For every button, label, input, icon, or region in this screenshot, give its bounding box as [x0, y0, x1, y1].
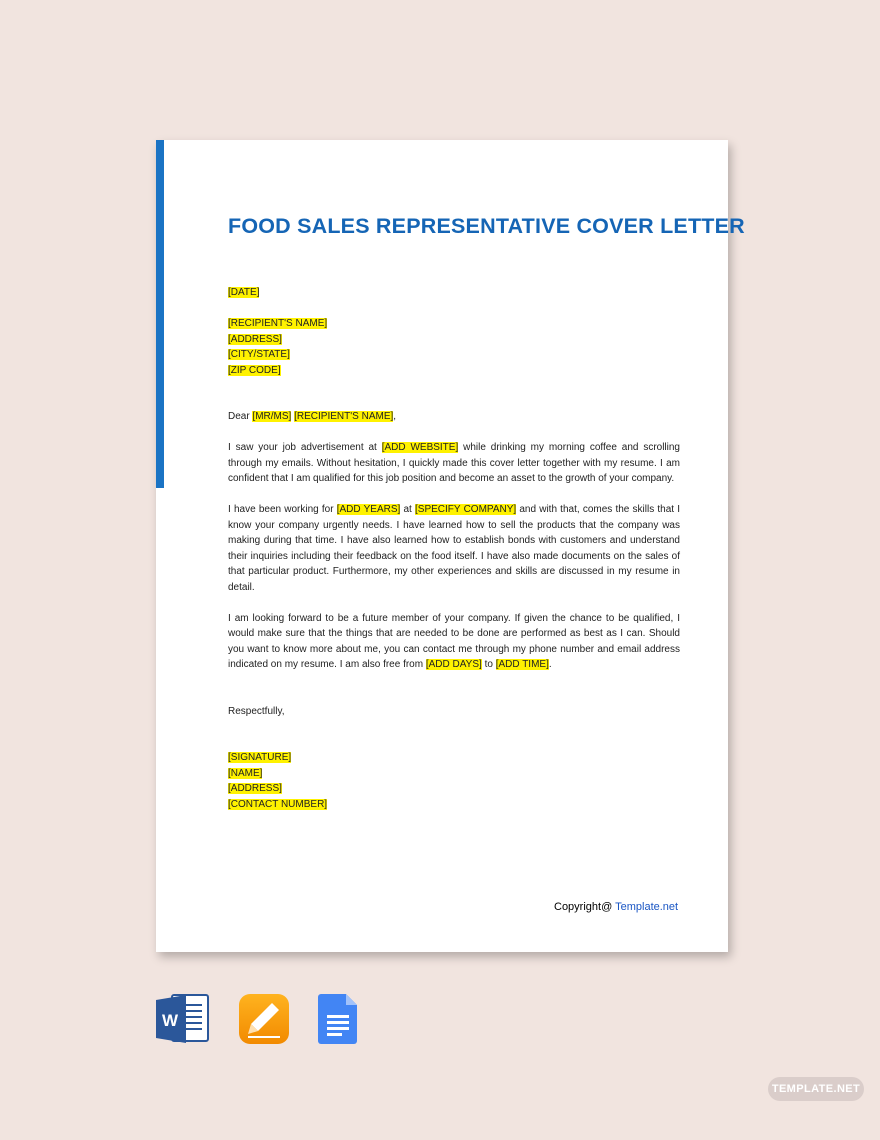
paragraph-1: I saw your job advertisement at [ADD WEBSITE] while drinking my morning coffee and scrolling through my emails. Without hesitation, I quickly made this cover letter together with my resume. I am confident that I am qualified for this job position and become an asset to the growth of your company.: [228, 442, 680, 484]
salutation-title-placeholder: [MR/MS]: [252, 411, 292, 422]
template-net-watermark[interactable]: TEMPLATE.NET: [768, 1077, 864, 1101]
sender-name-placeholder: [NAME]: [228, 767, 263, 779]
company-placeholder: [SPECIFY COMPANY]: [415, 504, 517, 515]
time-placeholder: [ADD TIME]: [495, 659, 549, 670]
contact-number-placeholder: [CONTACT NUMBER]: [228, 798, 328, 810]
letter-body: [228, 285, 680, 812]
signature-placeholder: [SIGNATURE]: [228, 752, 292, 763]
paragraph-3: I am looking forward to be a future member of your company. If given the chance to be qualified, I would make sure that the things that are needed to be done are performed as best as I can. Should you want to know more about me, you can contact me through my phone number and email address indicated on my resume. I am also free from [ADD DAYS] to [ADD TIME].: [228, 612, 680, 670]
pages-icon[interactable]: [238, 993, 290, 1045]
recipient-zip-placeholder: [ZIP CODE]: [228, 364, 281, 376]
date-placeholder: [DATE]: [228, 287, 260, 298]
recipient-block: [228, 316, 680, 378]
sender-address-placeholder: [ADDRESS]: [228, 783, 282, 794]
recipient-address-placeholder: [ADDRESS]: [228, 333, 282, 345]
recipient-name-placeholder: [RECIPIENT'S NAME]: [228, 318, 328, 329]
website-placeholder: [ADD WEBSITE]: [381, 442, 459, 453]
accent-bar: [156, 140, 164, 488]
copyright: Copyright@ Template.net: [554, 901, 679, 913]
paragraph-2: I have been working for [ADD YEARS] at [SPECIFY COMPANY] and with that, comes the skills that I know your company urgently needs. I have learned how to sell the products that the company was making during that time. I have also learned how to establish bonds with customers and understand their inquiries including their feedback on the food itself. I have also made documents on the sales of that particular product. Furthermore, my other experiences and skills are discussed in my resume in detail.: [228, 504, 681, 593]
document-page: [156, 140, 745, 952]
word-icon[interactable]: [156, 993, 210, 1045]
template-net-link[interactable]: Template.net: [615, 901, 679, 913]
svg-text:W: W: [161, 1011, 179, 1030]
signature-block: [228, 750, 680, 812]
google-docs-icon[interactable]: [318, 993, 358, 1045]
salutation-name-placeholder: [RECIPIENT'S NAME]: [294, 411, 394, 422]
closing: Respectfully,: [228, 705, 285, 717]
document-title: FOOD SALES REPRESENTATIVE COVER LETTER: [228, 214, 745, 238]
salutation: Dear [MR/MS] [RECIPIENT'S NAME],: [228, 411, 397, 422]
recipient-city-state-placeholder: [CITY/STATE]: [228, 349, 290, 360]
days-placeholder: [ADD DAYS]: [425, 659, 482, 670]
years-placeholder: [ADD YEARS]: [336, 504, 401, 515]
